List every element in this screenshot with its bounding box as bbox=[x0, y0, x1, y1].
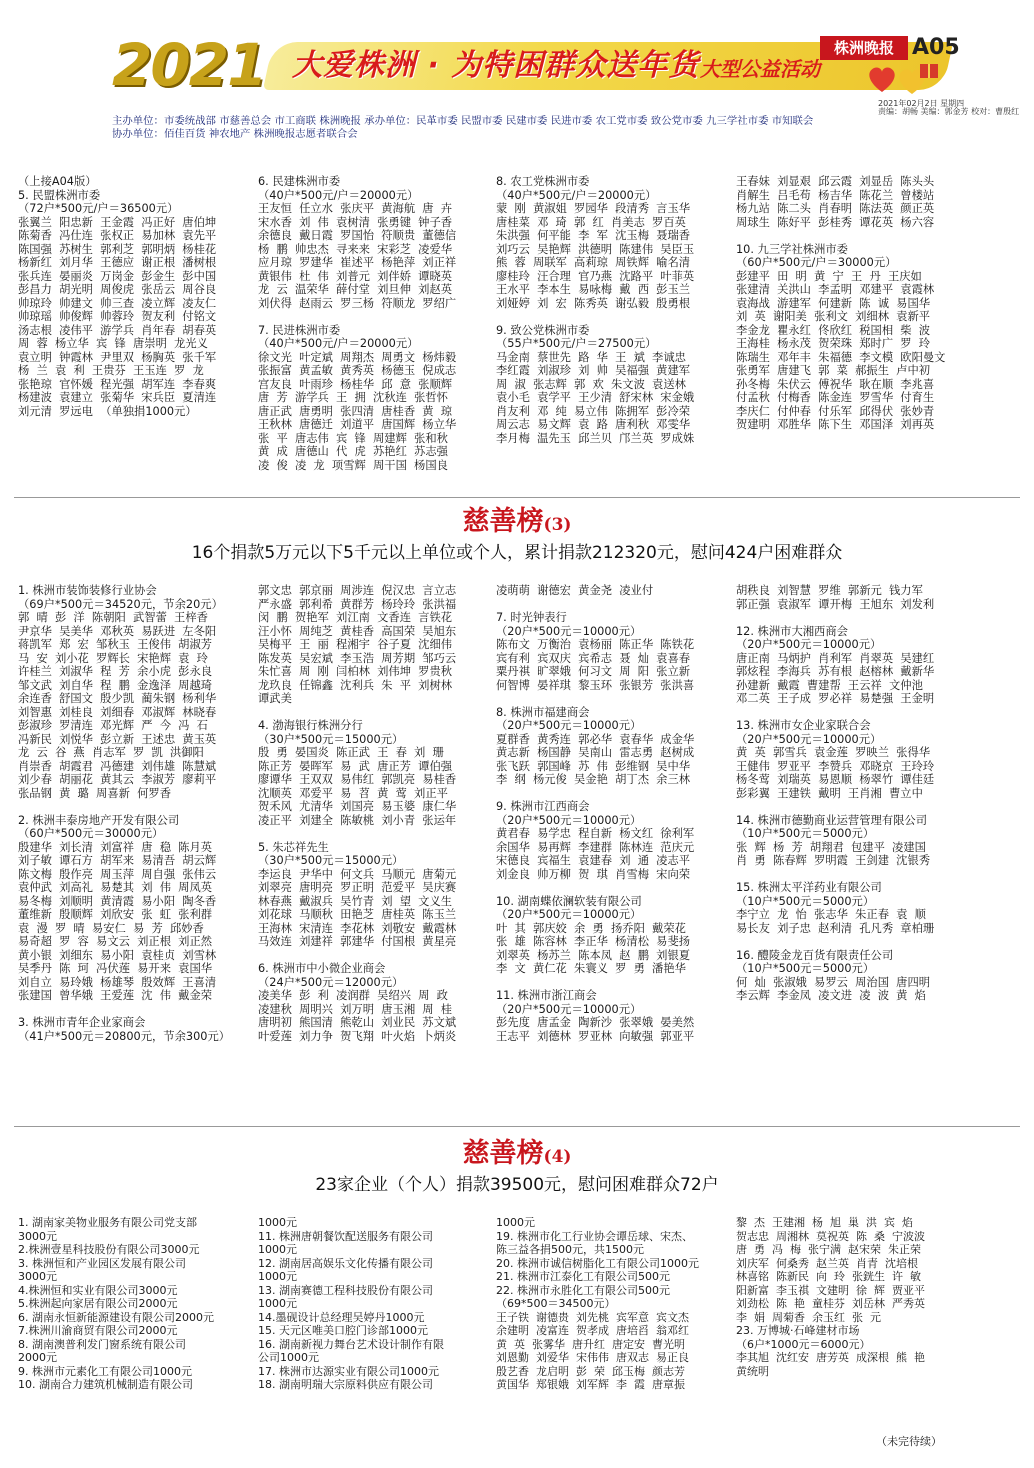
list-line: 张兵连 晏丽炎 万岗金 彭金生 彭中国 bbox=[18, 269, 217, 283]
list-line: 陈国强 苏树生 郭利芝 郭明炳 杨桂花 bbox=[18, 242, 217, 256]
list-line bbox=[496, 310, 728, 324]
list-line: （20户*500元＝10000元） bbox=[496, 813, 642, 827]
list-line: 李月梅 温先玉 邱兰贝 邝兰英 罗成姝 bbox=[496, 431, 695, 445]
list-line: 黄志新 杨国静 吴南山 雷志勇 赵树成 bbox=[496, 746, 695, 759]
list-line: 李 纲 杨元俊 吴金艳 胡丁杰 余三林 bbox=[496, 773, 691, 786]
list-line: 贺志忠 周湘林 莫祝英 陈 桑 宁波波 bbox=[736, 1229, 925, 1243]
list-line bbox=[736, 868, 968, 882]
list-line: 6. 株洲市中小微企业商会 bbox=[258, 962, 386, 975]
list-line: 15. 天元区唯美口腔门诊部1000元 bbox=[258, 1324, 428, 1337]
list-line: 林喜铭 陈新民 向 玲 张銧生 许 敏 bbox=[736, 1270, 921, 1283]
list-line: 帅琼瑶 帅俊辉 帅蓉玲 贺友利 付铭文 bbox=[18, 310, 217, 323]
section-4-column-3 bbox=[496, 1216, 728, 1392]
list-line: 13. 湖南赛德工程科技股份有限公司 bbox=[258, 1283, 433, 1297]
banner-subtitle: 大型公益活动 bbox=[700, 57, 820, 81]
list-line: 王春妹 刘显艰 邱云霞 刘显岳 陈头头 bbox=[736, 175, 935, 188]
list-line bbox=[258, 310, 490, 324]
list-line: 冯新民 刘悦华 彭立新 王述忠 黄玉英 bbox=[18, 732, 217, 746]
list-line: （20户*500元＝10000元） bbox=[496, 908, 642, 921]
list-line: 汤志根 凌伟平 游学兵 肖年春 胡春英 bbox=[18, 323, 217, 337]
list-line: 张飞跃 郭国峰 苏 伟 彭维钢 吴中华 bbox=[496, 759, 691, 773]
list-line: 阳新富 李玉祺 文建明 徐 辉 贾亚平 bbox=[736, 1283, 925, 1297]
list-line: （20户*500元＝10000元） bbox=[496, 719, 642, 732]
list-line: 公司1000元 bbox=[258, 1351, 319, 1364]
gift-hearts-icon bbox=[862, 58, 942, 98]
list-line bbox=[736, 800, 968, 814]
list-line: （30户*500元＝15000元） bbox=[258, 854, 404, 867]
list-line: 彭淑珍 罗清连 邓光辉 严 今 冯 石 bbox=[18, 719, 208, 732]
list-line: 9. 株洲市江西商会 bbox=[496, 800, 590, 813]
list-line: 严永盛 郭利希 黄群芳 杨玲玲 张洪福 bbox=[258, 597, 457, 611]
list-line: 李 娟 周菊香 余玉红 张 元 bbox=[736, 1310, 881, 1324]
list-line: 王海桂 杨永茂 贺荣珠 郑时广 罗 玲 bbox=[736, 337, 931, 350]
list-line: 21. 株洲市江泰化工有限公司500元 bbox=[496, 1270, 670, 1283]
list-line: 宾有利 宾双庆 宾希志 聂 灿 袁喜春 bbox=[496, 651, 691, 665]
list-line: 何智博 晏祥琪 黎玉环 张银芳 张洪喜 bbox=[496, 678, 695, 692]
list-line: 杨九站 陈二头 肖春明 陈法英 颜正英 bbox=[736, 202, 935, 215]
list-line: 殷建华 刘长清 刘富祥 唐 稳 陈月英 bbox=[18, 840, 213, 854]
list-line: 周 蓉 杨立华 宾 锋 唐崇明 龙光义 bbox=[18, 337, 208, 350]
banner-title: 大爱株洲 · 为特困群众送年货 bbox=[292, 48, 700, 83]
section-4-title bbox=[0, 1138, 1034, 1173]
list-line: 2.株洲壹星科技股份有限公司3000元 bbox=[18, 1243, 200, 1256]
list-line: （72户*500元/户＝36500元） bbox=[18, 202, 179, 215]
list-line: 马效连 刘建祥 郭建华 付国根 黄星亮 bbox=[258, 935, 457, 948]
list-line: 贺禾风 尤清华 刘国亮 易玉婆 康仁华 bbox=[258, 800, 457, 813]
list-line bbox=[18, 800, 250, 814]
list-line: 张建清 关洪山 李孟明 邓建平 袁霞林 bbox=[736, 283, 935, 296]
list-line: 刘翠亮 唐明亮 罗正明 范爱平 吴庆赛 bbox=[258, 881, 457, 894]
list-line bbox=[496, 598, 728, 612]
list-line: 蒋凯军 郑 宏 邹秋玉 王俊伟 胡淑芳 bbox=[18, 638, 213, 651]
page-number: A05 bbox=[912, 35, 960, 60]
list-line: 1000元 bbox=[258, 1297, 297, 1310]
list-line: 宋水香 刘 伟 袁树清 张勇键 钟子香 bbox=[258, 215, 453, 229]
list-line: 16. 湖南新视力舞台艺术设计制作有限 bbox=[258, 1337, 444, 1351]
list-line: 付孟秋 付梅香 陈金连 罗雪华 付育生 bbox=[736, 391, 935, 404]
list-line: （69*500＝34500元） bbox=[496, 1297, 616, 1310]
list-line: （60户*500元/户＝30000元） bbox=[736, 256, 897, 269]
organizer-lines bbox=[112, 115, 813, 141]
list-line: 邹文武 刘自华 程 鹏 金逸泽 周越琦 bbox=[18, 678, 213, 692]
list-line: 邓二英 王子成 罗必祥 易楚强 王金明 bbox=[736, 692, 935, 705]
list-line: 殷 勇 晏国炎 陈正武 王 春 刘 珊 bbox=[258, 746, 444, 759]
list-line: 20. 株洲市诚信树脂化工有限公司1000元 bbox=[496, 1256, 699, 1270]
list-line: 17. 株洲市达源实业有限公司1000元 bbox=[258, 1364, 439, 1378]
list-line: 12. 湖南居高娱乐文化传播有限公司 bbox=[258, 1256, 433, 1270]
list-line: （24户*500元＝12000元） bbox=[258, 975, 404, 989]
list-line: 易冬梅 刘顺明 黄清霞 易小阳 陶冬香 bbox=[18, 894, 217, 908]
list-line: 彭彩翼 王建铁 戴明 王肖湘 曹立中 bbox=[736, 786, 923, 800]
list-line: 杨 兰 袁 利 王贵芬 王玉连 罗 龙 bbox=[18, 364, 204, 377]
list-line: 周 淑 张志辉 郭 欢 朱文波 袁送林 bbox=[496, 377, 686, 391]
list-line: 袁小毛 袁学平 王少清 舒宋林 宋金娥 bbox=[496, 391, 695, 404]
list-line: 彭昌力 胡光明 周俊虎 张岳云 周谷良 bbox=[18, 283, 217, 296]
list-line: 宫友良 叶雨珍 杨桂华 邱 意 张顺辉 bbox=[258, 377, 453, 391]
section-4-column-2 bbox=[258, 1216, 490, 1392]
list-line: （10户*500元＝5000元） bbox=[736, 894, 875, 908]
list-line: （55户*500元/户＝27500元） bbox=[496, 337, 657, 350]
list-line: 1000元 bbox=[258, 1243, 297, 1256]
list-line: 刘娅婷 刘 宏 陈秀英 谢弘毅 殷勇根 bbox=[496, 296, 691, 310]
list-line: 王子铁 谢德贵 刘先桃 宾军意 宾文杰 bbox=[496, 1310, 689, 1324]
section-3-number: (3) bbox=[543, 515, 572, 535]
list-line: 汪小怀 周纯芝 黄桂香 高国荣 吴旭东 bbox=[258, 624, 457, 638]
list-line: 吴季丹 陈 珂 冯伏莲 易开来 袁国华 bbox=[18, 962, 213, 975]
list-line: 16. 醴陵金龙百货有限责任公司 bbox=[736, 948, 894, 962]
list-line: （41户*500元＝20800元，节余300元） bbox=[18, 1029, 231, 1043]
list-line: 12. 株洲市大湘西商会 bbox=[736, 624, 848, 638]
list-line: 黄君春 易学忠 程自新 杨文红 徐利军 bbox=[496, 827, 695, 840]
list-line: 肖 勇 陈春辉 罗明霞 王剑建 沈银秀 bbox=[736, 854, 931, 867]
list-line: 黎 杰 王建湘 杨 旭 巢 洪 宾 焰 bbox=[736, 1216, 913, 1229]
list-line: 19. 株洲市化工行业协会谭岳球、宋杰、 bbox=[496, 1229, 693, 1243]
list-line: 王健伟 罗亚平 李赞兵 邓晓京 王玲玲 bbox=[736, 759, 935, 773]
list-line: 18. 湖南明瑞大宗原料供应有限公司 bbox=[258, 1378, 433, 1391]
banner-year: 2021 bbox=[112, 31, 266, 99]
section-3-column-4 bbox=[736, 584, 968, 1003]
list-line: （6户*1000元＝6000元） bbox=[736, 1337, 871, 1351]
list-line: 廖谭华 王双双 易伟红 郭凯亮 易桂香 bbox=[258, 773, 457, 786]
list-line bbox=[736, 935, 968, 949]
list-line: 陈正芳 晏晖军 易 武 唐正芳 谭伯强 bbox=[258, 759, 453, 773]
list-line bbox=[736, 229, 968, 243]
section-4-subtitle: 23家企业（个人）捐款39500元，慰问困难群众72户 bbox=[315, 1175, 719, 1195]
list-line: 15. 株洲太平洋药业有限公司 bbox=[736, 881, 882, 894]
list-line: 张 平 唐志伟 宾 锋 周建辉 张和秋 bbox=[258, 431, 448, 445]
list-line: 宋德良 宾福生 袁建春 刘 通 凌志平 bbox=[496, 854, 691, 867]
list-line: 刘子敏 谭石方 胡军来 易清吾 胡云辉 bbox=[18, 854, 217, 867]
list-line: 沈顺英 邓爱平 易 苕 黄 莺 刘正平 bbox=[258, 786, 448, 800]
list-line: 粟丹祺 旷翠娥 何习文 周 阳 张立新 bbox=[496, 665, 691, 678]
list-line: 刘金良 帅万柳 贺 琪 肖雪梅 宋向荣 bbox=[496, 867, 691, 881]
list-line: 肖解生 吕毛苟 杨吉华 陈花兰 曾楼站 bbox=[736, 188, 935, 202]
list-line: 易长友 刘子忠 赵利清 孔凡秀 章柏珊 bbox=[736, 921, 935, 935]
list-line: 凌建秋 周明兴 刘万明 唐玉湘 周 桂 bbox=[258, 1002, 453, 1016]
list-line: 刘花球 马顺秋 田艳芝 唐桂英 陈玉兰 bbox=[258, 908, 457, 921]
list-line: 唐明初 熊国清 熊乾山 刘业民 苏文斌 bbox=[258, 1016, 457, 1029]
list-line: 贺建明 邓胜华 陈下生 邓国泽 刘再英 bbox=[736, 418, 935, 431]
list-line: 郭 晴 彭 洋 陈朝阳 武智蕾 王梓香 bbox=[18, 611, 208, 624]
list-line: （40户*500元/户＝20000元） bbox=[258, 337, 419, 350]
list-line: 8. 湖南澳普利发门窗系统有限公司 bbox=[18, 1337, 186, 1351]
list-line bbox=[258, 706, 490, 720]
list-line: （20户*500元＝10000元） bbox=[496, 624, 642, 638]
list-line: （10户*500元＝5000元） bbox=[736, 827, 875, 840]
donor-column-3 bbox=[496, 175, 728, 445]
list-line: 1000元 bbox=[496, 1216, 535, 1229]
list-line bbox=[736, 611, 968, 625]
list-line: 黄统明 bbox=[736, 1364, 769, 1378]
list-line: 10. 湖南合力建筑机械制造有限公司 bbox=[18, 1378, 193, 1391]
list-line: （20户*500元＝10000元） bbox=[736, 732, 882, 746]
list-line: 刘伏得 赵雨云 罗三杨 符顺龙 罗绍广 bbox=[258, 296, 457, 310]
list-line: 孙冬梅 朱伏云 傅祝华 耿在顺 李兆喜 bbox=[736, 377, 935, 391]
list-line: 谭武美 bbox=[258, 692, 292, 705]
list-line: 1. 湖南家美物业服务有限公司党支部 bbox=[18, 1216, 197, 1229]
list-line: 刘智惠 刘桂良 刘细春 邓淑辉 林晓春 bbox=[18, 705, 217, 719]
list-line bbox=[258, 827, 490, 841]
list-line: 8. 株洲市福建商会 bbox=[496, 705, 590, 719]
list-line: 唐 勇 冯 梅 张宁满 赵宋荣 朱正荣 bbox=[736, 1243, 921, 1256]
list-line: 9. 致公党株洲市委 bbox=[496, 323, 590, 337]
list-line: 张 雄 陈容林 李正华 杨清松 易斐扬 bbox=[496, 935, 691, 948]
list-line: 6. 湖南永恒新能源建设有限公司2000元 bbox=[18, 1310, 214, 1324]
list-line: 蒙 刚 黄淑姐 罗园华 段清秀 言玉华 bbox=[496, 202, 691, 215]
list-line: 5. 民盟株洲市委 bbox=[18, 188, 101, 202]
list-line bbox=[258, 949, 490, 963]
list-line: 13. 株洲市女企业家联合会 bbox=[736, 719, 871, 732]
list-line: 周球生 陈好平 彭桂秀 谭花英 杨六容 bbox=[736, 215, 935, 229]
list-line: 杨冬莺 刘瑞英 易恩顺 杨翠竹 谭佳廷 bbox=[736, 773, 935, 786]
list-line: 李金龙 瞿永红 佟欣红 税国相 柴 波 bbox=[736, 323, 931, 337]
list-line: 余连香 舒国文 殷少凯 蔺朱钢 杨利华 bbox=[18, 692, 217, 705]
list-line: 李 文 黄仁花 朱寰义 罗 勇 潘艳华 bbox=[496, 962, 686, 975]
list-line: 7. 时光钟表行 bbox=[496, 611, 567, 624]
list-line: （20户*500元＝10000元） bbox=[736, 638, 882, 651]
section-4-number: (4) bbox=[543, 1147, 572, 1167]
list-line: 王志平 刘德林 罗亚林 向敏强 郭亚平 bbox=[496, 1029, 695, 1043]
list-line: 袁海战 游建军 何建新 陈 诚 易国华 bbox=[736, 296, 931, 310]
list-line: 4.株洲恒和实业有限公司3000元 bbox=[18, 1283, 178, 1297]
section-4-heading: 慈善榜 bbox=[462, 1138, 544, 1169]
list-line: 14.墨砚设计总经理吴婷丹1000元 bbox=[258, 1310, 425, 1324]
list-line: 王秋林 唐德迁 刘道平 唐国辉 杨立华 bbox=[258, 418, 457, 431]
list-line: 1. 株洲市装饰装修行业协会 bbox=[18, 584, 157, 597]
list-line: 肖友利 邓 纯 易立伟 陈拥军 彭冷荣 bbox=[496, 404, 691, 418]
list-line: 叶爱莲 刘力争 贺飞翔 叶火焰 卜炳炎 bbox=[258, 1029, 457, 1043]
list-line: 凌美华 彭 利 凌润群 吴绍兴 周 政 bbox=[258, 989, 448, 1002]
list-line: 黄 英 郭雪兵 袁金莲 罗映兰 张得华 bbox=[736, 746, 931, 759]
list-line: 陈发英 吴宏斌 李玉浩 周芳期 邹巧云 bbox=[258, 651, 457, 665]
list-line: （60户*500元＝30000元） bbox=[18, 827, 164, 840]
list-line: 李其旭 沈红安 唐芳英 成深根 熊 艳 bbox=[736, 1351, 925, 1364]
to-be-continued: （未完待续） bbox=[876, 1435, 942, 1448]
list-line: （20户*500元＝10000元） bbox=[496, 1002, 642, 1016]
list-line: 刘巧云 吴艳辉 洪德明 陈建伟 吴臣玉 bbox=[496, 242, 695, 256]
section-3-subtitle: 16个捐款5万元以下5千元以上单位或个人，累计捐款212320元，慰问424户困难群众 bbox=[191, 543, 843, 563]
list-line: 彭建平 田 明 黄 宁 王 丹 王庆如 bbox=[736, 269, 922, 283]
donor-column-4 bbox=[736, 175, 968, 432]
list-line: 董维新 殷顺辉 刘欣安 张 虹 张利群 bbox=[18, 908, 213, 921]
organizers: 主办单位：市委统战部 市慈善总会 市工商联 株洲晚报 承办单位：民革市委 民盟市委 民建市委 民进市委 农工党市委 致公党市委 九三学社市委 市知联会 bbox=[112, 115, 814, 127]
list-line: 黄银伟 杜 伟 刘普元 刘伴娇 谭晓英 bbox=[258, 269, 453, 283]
list-line: 黄小银 刘细东 易小阳 袁桂贞 刘雪林 bbox=[18, 948, 217, 962]
list-line: 3. 株洲市青年企业家商会 bbox=[18, 1016, 146, 1029]
list-line: 刘自立 易玲娥 杨雄琴 殷效辉 王喜清 bbox=[18, 975, 217, 989]
list-line: （上接A04版） bbox=[18, 175, 97, 188]
list-line: 2. 株洲丰泰房地产开发有限公司 bbox=[18, 813, 180, 827]
co-organizers: 协办单位：佰佳百货 神农地产 株洲晚报志愿者联合会 bbox=[112, 128, 358, 140]
list-line: 5.株洲起向家居有限公司2000元 bbox=[18, 1297, 178, 1310]
list-line: 应月琼 罗建华 崔述平 杨艳萍 刘正祥 bbox=[258, 256, 457, 269]
list-line: 帅琼玲 帅建文 帅三查 凌立辉 凌友仁 bbox=[18, 296, 217, 310]
list-line: 袁仲武 刘高礼 易楚其 刘 伟 周凤英 bbox=[18, 881, 213, 894]
list-line: 龙 云 温荣华 薛付堂 刘旦伸 刘赵英 bbox=[258, 283, 453, 296]
section-3-column-3 bbox=[496, 584, 728, 1043]
list-line: （69户*500元＝34520元，节余20元） bbox=[18, 597, 223, 611]
list-line: 凌 俊 凌 龙 项雪辉 周干国 杨国良 bbox=[258, 458, 448, 472]
list-line: 10. 九三学社株洲市委 bbox=[736, 242, 848, 256]
list-line: 易奇超 罗 容 易文云 刘正根 刘正然 bbox=[18, 935, 213, 948]
list-line: 14. 株洲市德勤商业运营管理有限公司 bbox=[736, 813, 928, 827]
list-line: 1000元 bbox=[258, 1216, 297, 1229]
issue-date: 2021年02月2日 星期四 bbox=[878, 99, 965, 108]
list-line: 刘劲松 陈 艳 童桂芬 刘岳林 严秀英 bbox=[736, 1297, 925, 1310]
list-line bbox=[18, 1003, 250, 1017]
list-line: 张建国 曾华娥 王爱莲 沈 伟 戴金荣 bbox=[18, 989, 213, 1002]
list-line: 刘少春 胡丽花 黄其云 李淑芳 廖莉平 bbox=[18, 773, 217, 786]
list-line bbox=[496, 692, 728, 706]
list-line: （40户*500元/户＝20000元） bbox=[258, 188, 419, 202]
list-line: 刘恩勤 刘爱华 宋伟伟 唐双志 易正良 bbox=[496, 1351, 689, 1364]
list-line: 李运良 尹华中 何文兵 马顺元 唐菊元 bbox=[258, 867, 457, 881]
list-line: 2000元 bbox=[18, 1351, 57, 1364]
list-line: 3000元 bbox=[18, 1270, 57, 1283]
list-line: 陈文梅 殷作亮 周玉萍 周自强 张伟云 bbox=[18, 867, 217, 881]
list-line: 李庆仁 付仲春 付乐军 邱得伏 张妙青 bbox=[736, 404, 935, 418]
list-line: 11. 株洲市浙江商会 bbox=[496, 989, 597, 1002]
list-line: 刘翠英 杨苏兰 陈本凤 赵 鹏 刘银夏 bbox=[496, 948, 691, 962]
list-line: （10户*500元＝5000元） bbox=[736, 962, 875, 975]
list-line: 陈布文 万衡治 袁杨丽 陈正华 陈铁花 bbox=[496, 638, 695, 651]
list-line: 彭先度 唐孟金 陶新沙 张翠娥 晏美然 bbox=[496, 1016, 695, 1029]
list-line: 龙 云 谷 燕 肖志军 罗 凯 洪御阳 bbox=[18, 746, 204, 759]
newspaper-logo: 株洲晚报 bbox=[820, 36, 908, 60]
list-line: 郭炫程 李海兵 苏有根 赵榕林 戴新华 bbox=[736, 665, 935, 678]
list-line: 刘元清 罗远电 （单独捐1000元） bbox=[18, 404, 197, 418]
section-3-column-1 bbox=[18, 584, 250, 1043]
list-line: 1000元 bbox=[258, 1270, 297, 1283]
list-line: 王友恒 任立水 张庆平 黄海航 唐 卉 bbox=[258, 202, 453, 215]
list-line: 胡秩良 刘智慧 罗维 郭新元 钱力军 bbox=[736, 584, 923, 597]
list-line: 陈瑞生 邓年丰 朱福德 李文模 欧阳曼文 bbox=[736, 350, 946, 364]
list-line: 余国华 易再辉 李建群 陈林连 范庆元 bbox=[496, 840, 695, 854]
list-line: 杨 鹏 帅忠杰 寻来来 宋彩芝 凌爱华 bbox=[258, 242, 453, 256]
list-line: 10. 湖南蝶依澜软装有限公司 bbox=[496, 894, 642, 908]
list-line: 闵 鹏 贺艳军 刘江南 文香连 言铁花 bbox=[258, 611, 453, 624]
list-line: 黄 成 唐德山 代 虎 苏艳红 苏志强 bbox=[258, 445, 448, 458]
list-line: 李宁立 龙 怡 张志华 朱正春 袁 顺 bbox=[736, 908, 926, 921]
section-4-column-4 bbox=[736, 1216, 968, 1378]
list-line: 张 辉 杨 芳 胡翔君 包建平 凌建国 bbox=[736, 840, 926, 854]
list-line: 郭文忠 郭京丽 周涉连 倪汉忠 言立志 bbox=[258, 584, 457, 597]
list-line: 张艳琼 官怀媛 程光强 胡军连 李春爽 bbox=[18, 377, 217, 391]
list-line: 5. 朱芯祥先生 bbox=[258, 840, 329, 854]
list-line: 袁 漫 罗 晴 易安仁 易 芳 邱妙香 bbox=[18, 921, 204, 935]
list-line: 周云志 易文辉 袁 路 唐利秋 邓雯华 bbox=[496, 418, 691, 431]
list-line: 尹京华 吴美华 邓秋英 易跃进 左冬阳 bbox=[18, 624, 217, 638]
list-line: 杨建波 袁建立 张菊华 宋兵臣 夏清连 bbox=[18, 391, 217, 404]
list-line: 许桂兰 刘淑华 程 芳 余小虎 彭永良 bbox=[18, 665, 213, 678]
list-line: 黄 英 张雾华 唐升红 唐定安 曹光明 bbox=[496, 1337, 685, 1351]
list-line bbox=[496, 976, 728, 990]
list-line: 刘庆军 何桑秀 赵兰英 肖青 沈培根 bbox=[736, 1256, 918, 1270]
section-divider bbox=[14, 1126, 1020, 1127]
list-line: 袁立明 钟霞林 尹里双 杨胸英 张千军 bbox=[18, 350, 217, 364]
list-line: 龙玖良 任锦鑫 沈利兵 朱 平 刘树林 bbox=[258, 678, 453, 692]
list-line: 张翼兰 阳忠新 王金霞 冯正好 唐伯坤 bbox=[18, 215, 217, 229]
list-line: 王水平 李本生 易咏梅 戴 西 彭玉兰 bbox=[496, 283, 691, 296]
list-line: （40户*500元/户＝20000元） bbox=[496, 188, 657, 202]
list-line: 熊 蓉 周联军 高莉琼 周铁辉 喻名清 bbox=[496, 256, 691, 269]
list-line: 黄国华 郑银娥 刘军辉 李 霞 唐章振 bbox=[496, 1378, 685, 1391]
list-line: 刘 英 谢阳美 张利文 刘细林 袁新平 bbox=[736, 310, 931, 323]
list-line: 何 灿 张淑娥 易罗云 周治国 唐四明 bbox=[736, 975, 931, 989]
list-line: 4. 渤海银行株洲分行 bbox=[258, 719, 363, 732]
list-line: 张勇军 唐建飞 郭 菜 郝振生 卢中初 bbox=[736, 364, 931, 377]
donor-column-1 bbox=[18, 175, 250, 418]
list-line: 张振富 黄孟敏 黄秀英 杨德玉 倪成志 bbox=[258, 364, 457, 377]
list-line bbox=[736, 706, 968, 720]
list-line: 徐文光 叶定斌 周翔杰 周勇文 杨炜毅 bbox=[258, 350, 457, 364]
list-line: 夏群香 黄秀连 郭必华 袁春华 成金华 bbox=[496, 732, 695, 746]
list-line: 唐桂菜 邓 琦 郭 红 肖美志 罗百英 bbox=[496, 215, 686, 229]
list-line: 殷艺香 龙启明 彭 荣 邱玉梅 颜志芳 bbox=[496, 1364, 685, 1378]
section-3-column-2 bbox=[258, 584, 490, 1043]
list-line: 陈三益各捐500元，共1500元 bbox=[496, 1243, 644, 1256]
list-line: 唐正南 马炳护 肖利军 肖翠英 吴建红 bbox=[736, 651, 935, 665]
list-line: 7. 民进株洲市委 bbox=[258, 323, 341, 337]
list-line: 余建明 凌富连 贺孝成 唐培舀 翁邓红 bbox=[496, 1324, 689, 1337]
list-line: 林春燕 戴淑兵 吴竹青 刘 望 文义生 bbox=[258, 894, 453, 908]
list-line: 李红霞 刘淑珍 刘 帅 吴福强 黄建军 bbox=[496, 364, 691, 377]
section-4-column-1 bbox=[18, 1216, 250, 1392]
editors-line: 责编：胡畅 美编：郭金芳 校对：曹殷红 bbox=[878, 107, 1020, 116]
list-line: 杨新红 刘月华 王德应 谢正根 潘树根 bbox=[18, 256, 217, 269]
list-line: 唐 芳 游学兵 王 拥 沈秋连 张哲怀 bbox=[258, 391, 448, 404]
list-line bbox=[496, 881, 728, 895]
list-line bbox=[496, 787, 728, 801]
list-line: 8. 农工党株洲市委 bbox=[496, 175, 590, 188]
list-line: 7.株洲川渝商贸有限公司2000元 bbox=[18, 1324, 178, 1337]
list-line: 6. 民建株洲市委 bbox=[258, 175, 341, 188]
section-3-heading: 慈善榜 bbox=[462, 506, 544, 537]
list-line: 王海林 宋清连 李花林 刘敬安 戴霞林 bbox=[258, 921, 457, 935]
donor-column-2 bbox=[258, 175, 490, 472]
list-line: 陈菊香 冯仕连 张权正 易加林 袁先平 bbox=[18, 229, 217, 242]
list-line: 廖桂玲 汪合理 官乃燕 沈路平 叶菲英 bbox=[496, 269, 695, 283]
list-line: （30户*500元＝15000元） bbox=[258, 732, 404, 746]
list-line: 马 安 刘小花 罗辉长 宋艳辉 袁 玲 bbox=[18, 651, 208, 665]
list-line: 凌正平 刘建全 陈敏桃 刘小青 张运年 bbox=[258, 813, 457, 827]
list-line: 叶 其 郭庆姣 余 勇 扬乔阳 戴荣花 bbox=[496, 921, 686, 935]
list-line: 张品钢 黄 璐 周喜新 何罗香 bbox=[18, 786, 171, 800]
list-line: 9. 株洲市元素化工有限公司1000元 bbox=[18, 1364, 192, 1378]
list-line: 3. 株洲恒和产业园区发展有限公司 bbox=[18, 1256, 186, 1270]
masthead bbox=[0, 0, 1034, 148]
list-line: 朱洪强 何平能 李 军 沈玉梅 聂瑞香 bbox=[496, 229, 691, 242]
list-line: 唐正武 唐勇明 张四清 唐桂香 黄 琼 bbox=[258, 404, 453, 418]
list-line: 23. 万博城·石峰建材市场 bbox=[736, 1324, 860, 1337]
list-line: 3000元 bbox=[18, 1229, 57, 1243]
list-line: 22. 株洲市永胜化工有限公司500元 bbox=[496, 1283, 670, 1297]
section-divider bbox=[14, 497, 1020, 498]
list-line: 余德良 戴日霞 罗国怡 符顺贵 董德信 bbox=[258, 229, 457, 242]
list-line: 凌萌萌 谢德宏 黄金尧 凌业付 bbox=[496, 584, 654, 597]
section-3-title bbox=[0, 506, 1034, 541]
list-line: 李云辉 李金凤 凌文进 凌 波 黄 焰 bbox=[736, 989, 926, 1002]
list-line: 马金南 蔡世先 路 华 王 斌 李诚忠 bbox=[496, 350, 686, 364]
list-line: 朱忙喜 周 刚 闫柏林 刘伟坤 罗贵秋 bbox=[258, 665, 453, 678]
list-line: 11. 株洲唐朝餐饮配送服务有限公司 bbox=[258, 1229, 433, 1243]
list-line: 郭正强 袁淑军 谭开梅 王旭东 刘发利 bbox=[736, 597, 935, 611]
list-line: 吴梅平 王 丽 程湘宇 谷子夏 沈细伟 bbox=[258, 638, 453, 651]
list-line: 肖崇香 胡霞君 冯德建 刘伟雄 陈慧斌 bbox=[18, 759, 217, 773]
list-line: 孙建新 戴霞 曹建帮 王云祥 文仲池 bbox=[736, 678, 923, 692]
